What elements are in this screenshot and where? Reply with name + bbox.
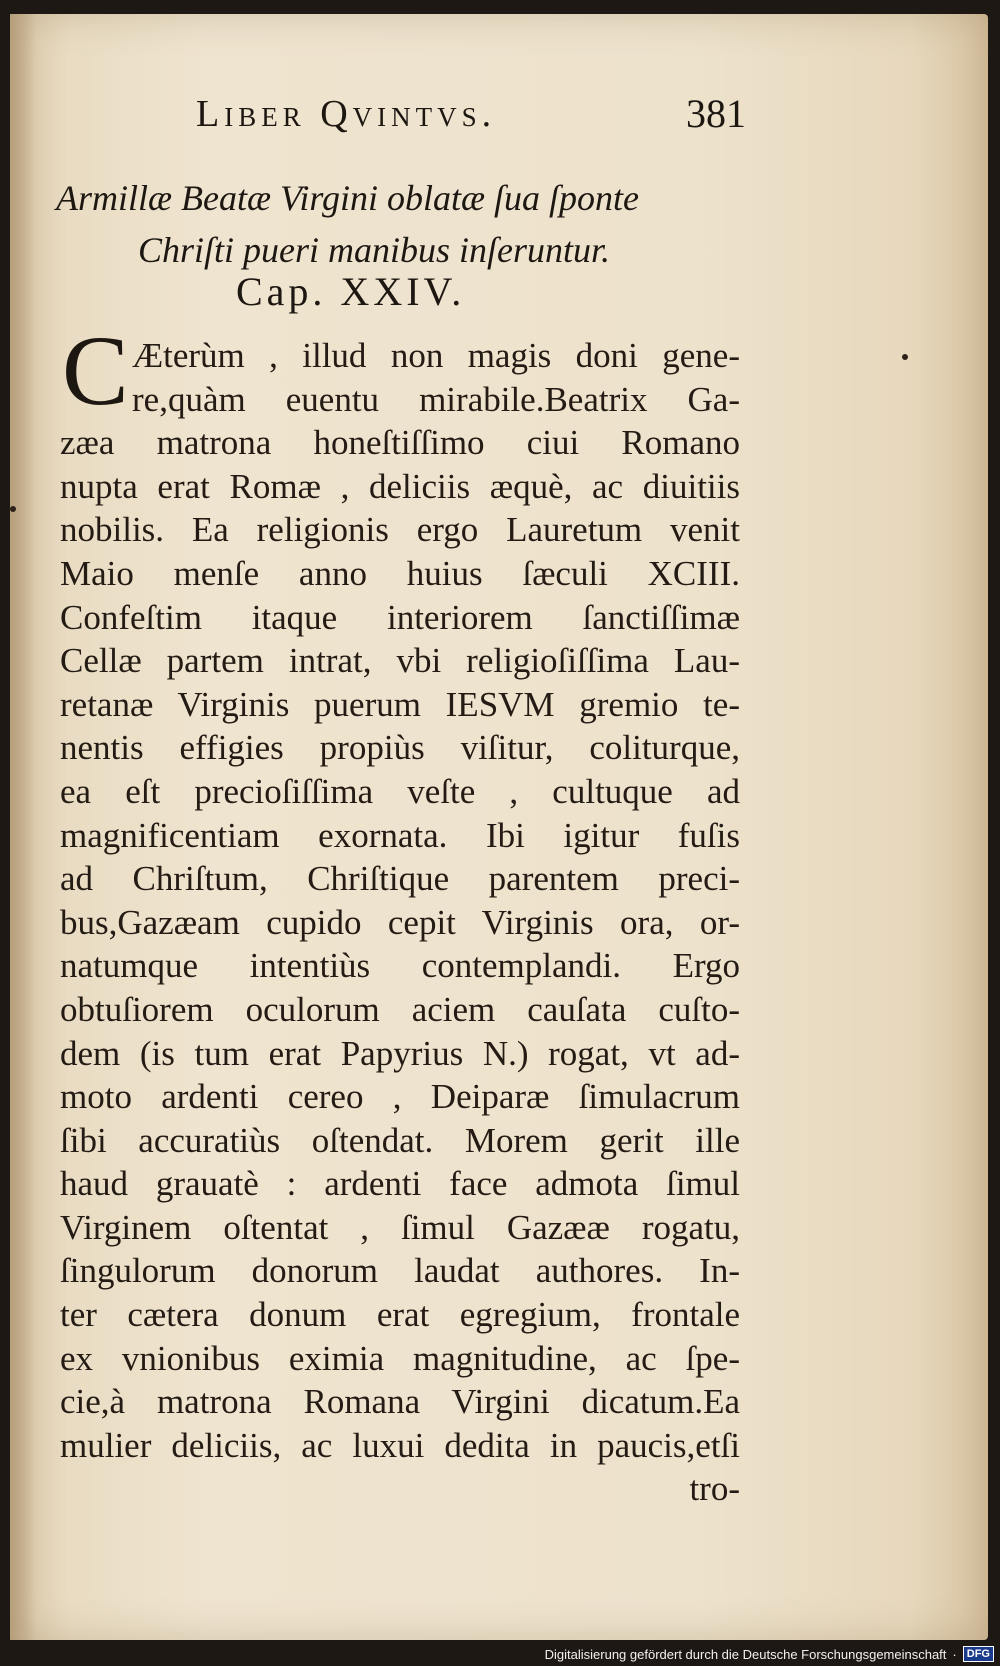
page-gutter	[10, 14, 36, 1640]
ink-speck	[10, 506, 16, 512]
text-line: Æterùm , illud non magis doni gene-	[132, 336, 740, 375]
text-line: Virginem oſtentat , ſimul Gazææ rogatu,	[60, 1207, 740, 1247]
text-line: mulier deliciis, ac luxui dedita in paucis,etſi	[60, 1425, 740, 1465]
text-line: Cellæ partem intrat, vbi religioſiſſima Lau-	[60, 641, 740, 681]
chapter-heading-line-2: Chriſti pueri manibus inſeruntur.	[138, 230, 611, 270]
text-line: nentis effigies propiùs viſitur, coliturque,	[60, 728, 740, 768]
running-title: Liber Qvintvs.	[196, 93, 497, 135]
text-line: moto ardenti cereo , Deiparæ ſimulacrum	[60, 1077, 740, 1117]
text-line: ad Chriſtum, Chriſtique parentem preci-	[60, 859, 740, 899]
text-line: cie,à matrona Romana Virgini dicatum.Ea	[60, 1382, 740, 1422]
text-line: Maio menſe anno huius ſæculi XCIII.	[60, 553, 740, 593]
drop-cap: C	[62, 315, 129, 426]
text-line: bus,Gazæam cupido cepit Virginis ora, or-	[60, 902, 740, 942]
text-line: nupta erat Romæ , deliciis æquè, ac diuitiis	[60, 466, 740, 506]
text-line: ea eſt precioſiſſima veſte , cultuque ad	[60, 771, 740, 811]
text-line: ex vnionibus eximia magnitudine, ac ſpe-	[60, 1338, 740, 1378]
text-line: ſibi accuratiùs oſtendat. Morem gerit ille	[60, 1120, 740, 1160]
page-number: 381	[686, 91, 746, 136]
text-line: magnificentiam exornata. Ibi igitur fuſis	[60, 815, 740, 855]
chapter-number: Cap. XXIV.	[236, 269, 466, 314]
text-line: Confeſtim itaque interiorem ſanctiſſimæ	[60, 597, 740, 637]
text-line: zæa matrona honeſtiſſimo ciui Romano	[60, 423, 740, 463]
catchword: tro-	[689, 1469, 740, 1509]
dfg-logo-icon: DFG	[963, 1646, 994, 1662]
chapter-heading-line-1: Armillæ Beatæ Virgini oblatæ ſua ſponte	[56, 178, 639, 218]
ink-speck	[902, 354, 908, 360]
credit-text: Digitalisierung gefördert durch die Deutsche Forschungsgemeinschaft	[544, 1646, 947, 1662]
text-line: obtuſiorem oculorum aciem cauſata cuſto-	[60, 989, 740, 1029]
text-line: ſingulorum donorum laudat authores. In-	[60, 1251, 740, 1291]
text-line: nobilis. Ea religionis ergo Lauretum venit	[60, 510, 740, 550]
text-line: dem (is tum erat Papyrius N.) rogat, vt ad-	[60, 1033, 740, 1073]
text-line: retanæ Virginis puerum IESVM gremio te-	[60, 684, 740, 724]
digitization-credit: Digitalisierung gefördert durch die Deutsche Forschungsgemeinschaft · DFG	[545, 1646, 994, 1662]
text-line: ter cætera donum erat egregium, frontale	[60, 1295, 740, 1335]
running-head	[196, 92, 746, 142]
text-line: re,quàm euentu mirabile.Beatrix Ga-	[132, 379, 740, 419]
body-text	[60, 334, 740, 1511]
text-line: natumque intentiùs contemplandi. Ergo	[60, 946, 740, 986]
text-line: haud grauatè : ardenti face admota ſimul	[60, 1164, 740, 1204]
